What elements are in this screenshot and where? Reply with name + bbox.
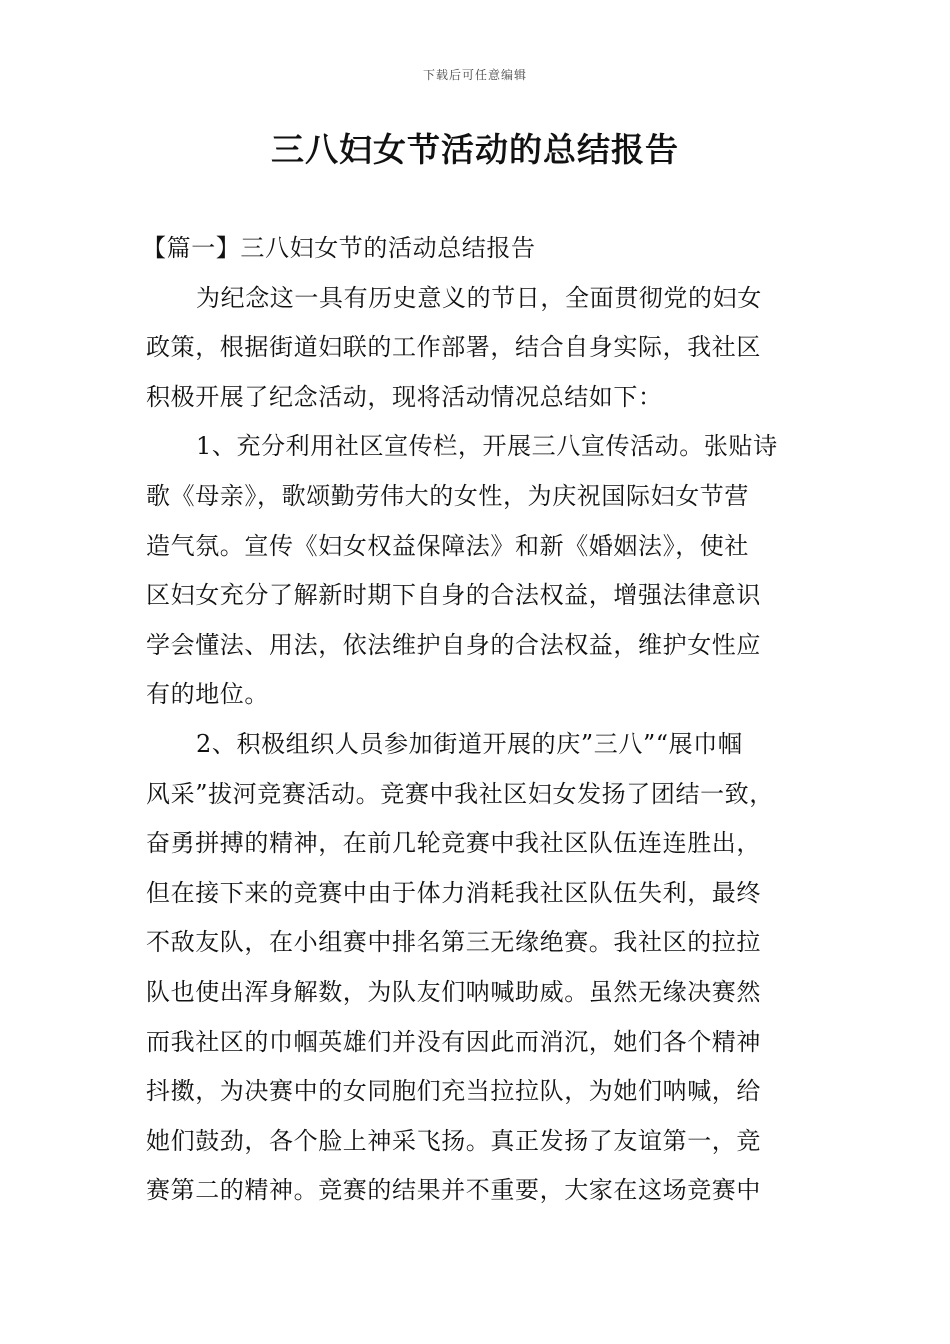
text-line: 而我社区的巾帼英雄们并没有因此而消沉，她们各个精神 <box>146 1027 761 1056</box>
header-note: 下载后可任意编辑 <box>422 68 527 82</box>
text-line: 赛第二的精神。竞赛的结果并不重要，大家在这场竞赛中 <box>146 1176 761 1205</box>
text-line: 为纪念这一具有历史意义的节日，全面贯彻党的妇女 <box>196 283 762 312</box>
text-line: 2、积极组织人员参加街道开展的庆”三八”“展巾帼 <box>196 729 743 758</box>
text-line: 区妇女充分了解新时期下自身的合法权益，增强法律意识 <box>146 581 761 610</box>
text-line: 积极开展了纪念活动，现将活动情况总结如下： <box>146 382 663 411</box>
section-heading: 【篇一】三八妇女节的活动总结报告 <box>142 234 536 262</box>
text-line: 1、充分利用社区宣传栏，开展三八宣传活动。张贴诗 <box>196 432 778 461</box>
text-line: 她们鼓劲，各个脸上神采飞扬。真正发扬了友谊第一，竞 <box>146 1126 761 1155</box>
text-line: 学会懂法、用法，依法维护自身的合法权益，维护女性应 <box>146 630 761 659</box>
text-line: 有的地位。 <box>146 680 269 709</box>
text-line: 队也使出浑身解数，为队友们呐喊助威。虽然无缘决赛然 <box>146 977 761 1006</box>
text-line: 政策，根据街道妇联的工作部署，结合自身实际，我社区 <box>146 333 761 362</box>
text-line: 不敌友队，在小组赛中排名第三无缘绝赛。我社区的拉拉 <box>146 928 761 957</box>
text-line: 歌《母亲》，歌颂勤劳伟大的女性，为庆祝国际妇女节营 <box>146 481 749 510</box>
body-text <box>146 274 826 1216</box>
text-line: 但在接下来的竞赛中由于体力消耗我社区队伍失利，最终 <box>146 878 761 907</box>
document-title: 三八妇女节活动的总结报告 <box>271 130 679 169</box>
text-line: 风采”拔河竞赛活动。竞赛中我社区妇女发扬了团结一致， <box>146 779 774 808</box>
text-line: 抖擞，为决赛中的女同胞们充当拉拉队，为她们呐喊，给 <box>146 1077 761 1106</box>
text-line: 奋勇拼搏的精神，在前几轮竞赛中我社区队伍连连胜出， <box>146 829 761 858</box>
text-line: 造气氛。宣传《妇女权益保障法》和新《婚姻法》，使社 <box>146 531 749 560</box>
document-body <box>142 224 826 1216</box>
